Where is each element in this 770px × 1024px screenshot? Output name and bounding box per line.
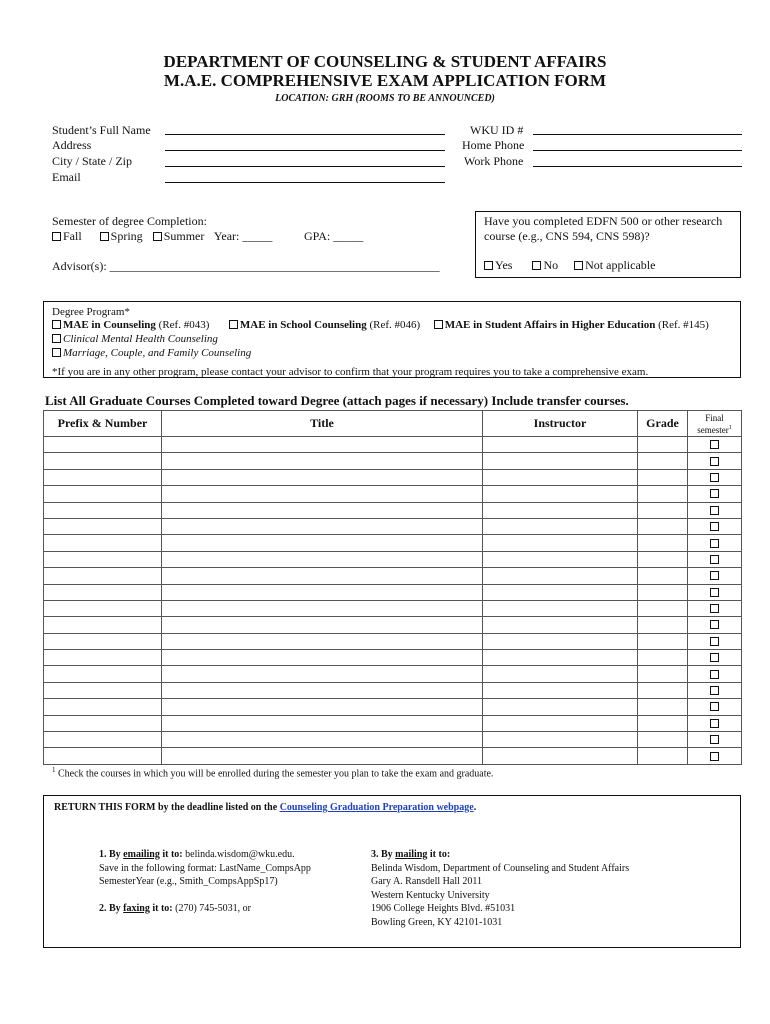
semester-label: Semester of degree Completion: xyxy=(52,214,207,228)
email-method xyxy=(99,848,311,915)
course-title-cell[interactable] xyxy=(162,469,483,485)
course-grade-cell[interactable] xyxy=(638,568,688,584)
course-row xyxy=(44,699,742,715)
course-prefix-cell[interactable] xyxy=(44,650,162,666)
return-instructions-box xyxy=(43,795,741,948)
year-field[interactable]: Year: _____ xyxy=(213,229,273,243)
final-semester-checkbox[interactable] xyxy=(710,719,719,728)
final-semester-checkbox[interactable] xyxy=(710,670,719,679)
email-label: Email xyxy=(52,170,81,184)
col-final-word: semester xyxy=(697,424,729,435)
degree-program-heading: Degree Program* xyxy=(52,306,130,318)
mae-school-counseling-checkbox[interactable] xyxy=(229,320,238,329)
mail-method-line xyxy=(371,848,629,862)
course-prefix-cell[interactable] xyxy=(44,600,162,616)
course-instructor-cell[interactable] xyxy=(483,502,638,518)
course-instructor-cell[interactable] xyxy=(483,535,638,551)
mae-student-affairs-label: MAE in Student Affairs in Higher Education xyxy=(444,319,656,331)
address-field[interactable] xyxy=(165,150,445,151)
courses-table xyxy=(43,410,742,765)
final-semester-checkbox[interactable] xyxy=(710,686,719,695)
return-lead-text: RETURN THIS FORM by the deadline listed on the xyxy=(54,802,280,813)
course-final-semester-cell xyxy=(688,469,742,485)
final-semester-checkbox[interactable] xyxy=(710,620,719,629)
course-prefix-cell[interactable] xyxy=(44,568,162,584)
mail-method-mailing: mailing xyxy=(395,849,428,860)
course-prefix-cell[interactable] xyxy=(44,535,162,551)
marriage-couple-family-checkbox[interactable] xyxy=(52,348,61,357)
course-prefix-cell[interactable] xyxy=(44,666,162,682)
final-semester-checkbox[interactable] xyxy=(710,752,719,761)
marriage-couple-family-option xyxy=(52,346,251,360)
mail-address-line5: Bowling Green, KY 42101-1031 xyxy=(371,916,503,928)
course-final-semester-cell xyxy=(688,650,742,666)
course-instructor-cell[interactable] xyxy=(483,469,638,485)
course-title-cell[interactable] xyxy=(162,437,483,453)
full-name-label: Student’s Full Name xyxy=(52,123,151,137)
course-title-cell[interactable] xyxy=(162,699,483,715)
course-final-semester-cell xyxy=(688,600,742,616)
course-instructor-cell[interactable] xyxy=(483,748,638,764)
degree-program-options xyxy=(52,318,709,332)
course-row xyxy=(44,715,742,731)
course-title-cell[interactable] xyxy=(162,453,483,469)
mae-student-affairs-checkbox[interactable] xyxy=(434,320,443,329)
course-row xyxy=(44,748,742,764)
mail-address-line3: Western Kentucky University xyxy=(371,889,490,901)
email-field[interactable] xyxy=(165,182,445,183)
clinical-mental-health-checkbox[interactable] xyxy=(52,334,61,343)
mae-counseling-checkbox[interactable] xyxy=(52,320,61,329)
course-instructor-cell[interactable] xyxy=(483,486,638,502)
course-title-cell[interactable] xyxy=(162,584,483,600)
mae-counseling-label: MAE in Counseling xyxy=(63,319,156,331)
courses-footnote xyxy=(52,766,493,779)
full-name-field[interactable] xyxy=(165,134,445,135)
clinical-mental-health-label: Clinical Mental Health Counseling xyxy=(63,333,218,345)
course-title-cell[interactable] xyxy=(162,682,483,698)
research-options xyxy=(484,258,655,273)
course-final-semester-cell xyxy=(688,633,742,649)
email-method-line3: SemesterYear (e.g., Smith_CompsAppSp17) xyxy=(99,876,278,887)
research-no-label: No xyxy=(543,258,559,272)
research-yes-label: Yes xyxy=(495,258,513,272)
research-question: Have you completed EDFN 500 or other research course (e.g., CNS 594, CNS 598)? xyxy=(484,214,723,243)
courses-header-row xyxy=(44,411,742,437)
course-final-semester-cell xyxy=(688,682,742,698)
fall-checkbox[interactable] xyxy=(52,232,61,241)
course-final-semester-cell xyxy=(688,732,742,748)
course-instructor-cell[interactable] xyxy=(483,682,638,698)
courses-body xyxy=(44,437,742,765)
col-final-superscript: 1 xyxy=(728,424,732,431)
course-prefix-cell[interactable] xyxy=(44,633,162,649)
col-grade: Grade xyxy=(638,411,688,437)
course-grade-cell[interactable] xyxy=(638,617,688,633)
final-semester-checkbox[interactable] xyxy=(710,473,719,482)
email-method-line1 xyxy=(99,848,311,862)
course-prefix-cell[interactable] xyxy=(44,617,162,633)
marriage-couple-family-label: Marriage, Couple, and Family Counseling xyxy=(63,347,252,359)
wku-id-label: WKU ID # xyxy=(470,123,524,137)
course-grade-cell[interactable] xyxy=(638,469,688,485)
form-title-line1: DEPARTMENT OF COUNSELING & STUDENT AFFAIRS xyxy=(163,52,607,71)
final-semester-checkbox[interactable] xyxy=(710,457,719,466)
wku-id-field[interactable] xyxy=(533,134,742,135)
fax-method-num: 2. By xyxy=(99,902,124,914)
address-label: Address xyxy=(52,138,92,152)
course-final-semester-cell xyxy=(688,453,742,469)
course-title-cell[interactable] xyxy=(162,633,483,649)
summer-label: Summer xyxy=(163,229,205,243)
course-final-semester-cell xyxy=(688,486,742,502)
col-title: Title xyxy=(162,411,483,437)
fax-method-line xyxy=(99,902,311,916)
course-final-semester-cell xyxy=(688,666,742,682)
advisor-field[interactable]: Advisor(s): _______________________________________________________ xyxy=(52,259,440,273)
col-final-line1: Final xyxy=(705,412,724,423)
course-prefix-cell[interactable] xyxy=(44,584,162,600)
return-email-address[interactable]: belinda.wisdom@wku.edu. xyxy=(185,849,295,860)
work-phone-field[interactable] xyxy=(533,166,742,167)
form-title-line2: M.A.E. COMPREHENSIVE EXAM APPLICATION FORM xyxy=(163,71,607,90)
course-prefix-cell[interactable] xyxy=(44,682,162,698)
mail-address-line2: Gary A. Ransdell Hall 2011 xyxy=(371,876,483,887)
course-grade-cell[interactable] xyxy=(638,502,688,518)
final-semester-checkbox[interactable] xyxy=(710,735,719,744)
final-semester-checkbox[interactable] xyxy=(710,571,719,580)
final-semester-checkbox[interactable] xyxy=(710,637,719,646)
course-prefix-cell[interactable] xyxy=(44,437,162,453)
mae-student-affairs-ref: (Ref. #145) xyxy=(655,319,709,331)
course-prefix-cell[interactable] xyxy=(44,699,162,715)
final-semester-checkbox[interactable] xyxy=(710,440,719,449)
semester-options xyxy=(52,229,272,244)
city-state-zip-label: City / State / Zip xyxy=(52,154,132,168)
course-final-semester-cell xyxy=(688,584,742,600)
final-semester-checkbox[interactable] xyxy=(710,539,719,548)
course-prefix-cell[interactable] xyxy=(44,551,162,567)
course-title-cell[interactable] xyxy=(162,486,483,502)
research-course-box xyxy=(475,211,741,278)
course-row xyxy=(44,535,742,551)
course-instructor-cell[interactable] xyxy=(483,715,638,731)
course-final-semester-cell xyxy=(688,748,742,764)
course-instructor-cell[interactable] xyxy=(483,732,638,748)
course-row xyxy=(44,469,742,485)
mail-method-num: 3. By xyxy=(371,849,396,860)
course-grade-cell[interactable] xyxy=(638,633,688,649)
course-title-cell[interactable] xyxy=(162,502,483,518)
course-final-semester-cell xyxy=(688,568,742,584)
course-final-semester-cell xyxy=(688,437,742,453)
city-state-zip-field[interactable] xyxy=(165,166,445,167)
email-method-rest: it to: xyxy=(159,849,186,860)
course-grade-cell[interactable] xyxy=(638,732,688,748)
final-semester-checkbox[interactable] xyxy=(710,489,719,498)
course-title-cell[interactable] xyxy=(162,568,483,584)
course-final-semester-cell xyxy=(688,535,742,551)
course-row xyxy=(44,600,742,616)
course-final-semester-cell xyxy=(688,502,742,518)
footnote-marker: 1 xyxy=(52,766,56,774)
course-final-semester-cell xyxy=(688,699,742,715)
mail-method-rest: it to: xyxy=(427,849,451,860)
course-row xyxy=(44,437,742,453)
course-grade-cell[interactable] xyxy=(638,486,688,502)
course-title-cell[interactable] xyxy=(162,715,483,731)
course-title-cell[interactable] xyxy=(162,551,483,567)
course-row xyxy=(44,453,742,469)
course-title-cell[interactable] xyxy=(162,535,483,551)
fall-label: Fall xyxy=(63,229,82,243)
courses-heading: List All Graduate Courses Completed toward Degree (attach pages if necessary) Include transfer courses. xyxy=(45,393,629,408)
course-row xyxy=(44,568,742,584)
course-prefix-cell[interactable] xyxy=(44,469,162,485)
research-na-checkbox[interactable] xyxy=(574,261,583,270)
col-prefix-number: Prefix & Number xyxy=(44,411,162,437)
course-row xyxy=(44,633,742,649)
course-prefix-cell[interactable] xyxy=(44,732,162,748)
mae-school-counseling-label: MAE in School Counseling xyxy=(239,319,367,331)
course-grade-cell[interactable] xyxy=(638,437,688,453)
course-instructor-cell[interactable] xyxy=(483,699,638,715)
course-instructor-cell[interactable] xyxy=(483,617,638,633)
course-prefix-cell[interactable] xyxy=(44,715,162,731)
location-note: LOCATION: GRH (ROOMS TO BE ANNOUNCED) xyxy=(275,93,495,104)
course-instructor-cell[interactable] xyxy=(483,650,638,666)
course-grade-cell[interactable] xyxy=(638,715,688,731)
course-grade-cell[interactable] xyxy=(638,453,688,469)
research-yes-checkbox[interactable] xyxy=(484,261,493,270)
method-spacer xyxy=(99,889,311,902)
course-final-semester-cell xyxy=(688,617,742,633)
work-phone-label: Work Phone xyxy=(464,154,524,168)
final-semester-checkbox[interactable] xyxy=(710,555,719,564)
course-prefix-cell[interactable] xyxy=(44,502,162,518)
course-prefix-cell[interactable] xyxy=(44,518,162,534)
course-instructor-cell[interactable] xyxy=(483,666,638,682)
final-semester-checkbox[interactable] xyxy=(710,702,719,711)
course-instructor-cell[interactable] xyxy=(483,568,638,584)
course-row xyxy=(44,486,742,502)
course-instructor-cell[interactable] xyxy=(483,633,638,649)
course-grade-cell[interactable] xyxy=(638,535,688,551)
mail-address-line4: 1906 College Heights Blvd. #51031 xyxy=(371,903,516,914)
final-semester-checkbox[interactable] xyxy=(710,653,719,662)
course-row xyxy=(44,551,742,567)
course-row xyxy=(44,732,742,748)
summer-checkbox[interactable] xyxy=(153,232,162,241)
course-row xyxy=(44,518,742,534)
course-grade-cell[interactable] xyxy=(638,584,688,600)
footnote-text: Check the courses in which you will be enrolled during the semester you plan to take the exam and graduate. xyxy=(58,768,494,780)
final-semester-checkbox[interactable] xyxy=(710,588,719,597)
course-grade-cell[interactable] xyxy=(638,748,688,764)
course-grade-cell[interactable] xyxy=(638,682,688,698)
return-lead-end: . xyxy=(473,802,477,813)
final-semester-checkbox[interactable] xyxy=(710,506,719,515)
home-phone-label: Home Phone xyxy=(462,138,525,152)
email-method-emailing: emailing xyxy=(123,849,160,860)
final-semester-checkbox[interactable] xyxy=(710,522,719,531)
final-semester-checkbox[interactable] xyxy=(710,604,719,613)
email-method-num: 1. By xyxy=(99,849,124,860)
mae-counseling-ref: (Ref. #043) xyxy=(155,319,210,331)
course-title-cell[interactable] xyxy=(162,518,483,534)
course-grade-cell[interactable] xyxy=(638,600,688,616)
mail-method xyxy=(371,848,629,929)
course-row xyxy=(44,666,742,682)
course-final-semester-cell xyxy=(688,715,742,731)
course-final-semester-cell xyxy=(688,551,742,567)
course-instructor-cell[interactable] xyxy=(483,453,638,469)
course-title-cell[interactable] xyxy=(162,666,483,682)
course-title-cell[interactable] xyxy=(162,748,483,764)
course-row xyxy=(44,682,742,698)
course-title-cell[interactable] xyxy=(162,732,483,748)
spring-checkbox[interactable] xyxy=(100,232,109,241)
home-phone-field[interactable] xyxy=(533,150,742,151)
course-instructor-cell[interactable] xyxy=(483,600,638,616)
course-prefix-cell[interactable] xyxy=(44,486,162,502)
course-instructor-cell[interactable] xyxy=(483,437,638,453)
fax-method-rest: it to: xyxy=(149,902,176,914)
course-title-cell[interactable] xyxy=(162,600,483,616)
course-title-cell[interactable] xyxy=(162,650,483,666)
return-fax-number: (270) 745-5031, or xyxy=(175,902,251,914)
course-prefix-cell[interactable] xyxy=(44,453,162,469)
course-grade-cell[interactable] xyxy=(638,650,688,666)
course-row xyxy=(44,584,742,600)
course-grade-cell[interactable] xyxy=(638,699,688,715)
course-row xyxy=(44,650,742,666)
course-row xyxy=(44,502,742,518)
research-no-checkbox[interactable] xyxy=(532,261,541,270)
clinical-mental-health-option xyxy=(52,332,218,346)
course-row xyxy=(44,617,742,633)
gpa-field[interactable]: GPA: _____ xyxy=(304,229,364,243)
col-final-semester xyxy=(688,411,742,437)
fax-method-faxing: faxing xyxy=(123,902,150,914)
col-instructor: Instructor xyxy=(483,411,638,437)
degree-program-box xyxy=(43,301,741,378)
return-lead xyxy=(54,802,476,813)
col-final-line2 xyxy=(688,423,741,435)
course-final-semester-cell xyxy=(688,518,742,534)
course-grade-cell[interactable] xyxy=(638,551,688,567)
course-grade-cell[interactable] xyxy=(638,666,688,682)
spring-label: Spring xyxy=(110,229,143,243)
course-prefix-cell[interactable] xyxy=(44,748,162,764)
research-na-label: Not applicable xyxy=(585,258,656,272)
course-instructor-cell[interactable] xyxy=(483,518,638,534)
course-instructor-cell[interactable] xyxy=(483,584,638,600)
course-instructor-cell[interactable] xyxy=(483,551,638,567)
course-title-cell[interactable] xyxy=(162,617,483,633)
course-grade-cell[interactable] xyxy=(638,518,688,534)
graduation-prep-link[interactable]: Counseling Graduation Preparation webpage xyxy=(279,802,474,813)
mae-school-counseling-ref: (Ref. #046) xyxy=(366,319,421,331)
program-footnote: *If you are in any other program, please contact your advisor to confirm that your program requires you to take a comprehensive exam. xyxy=(52,366,649,378)
email-method-line2: Save in the following format: LastName_CompsApp xyxy=(99,862,311,874)
mail-address-line1: Belinda Wisdom, Department of Counseling and Student Affairs xyxy=(371,862,630,874)
